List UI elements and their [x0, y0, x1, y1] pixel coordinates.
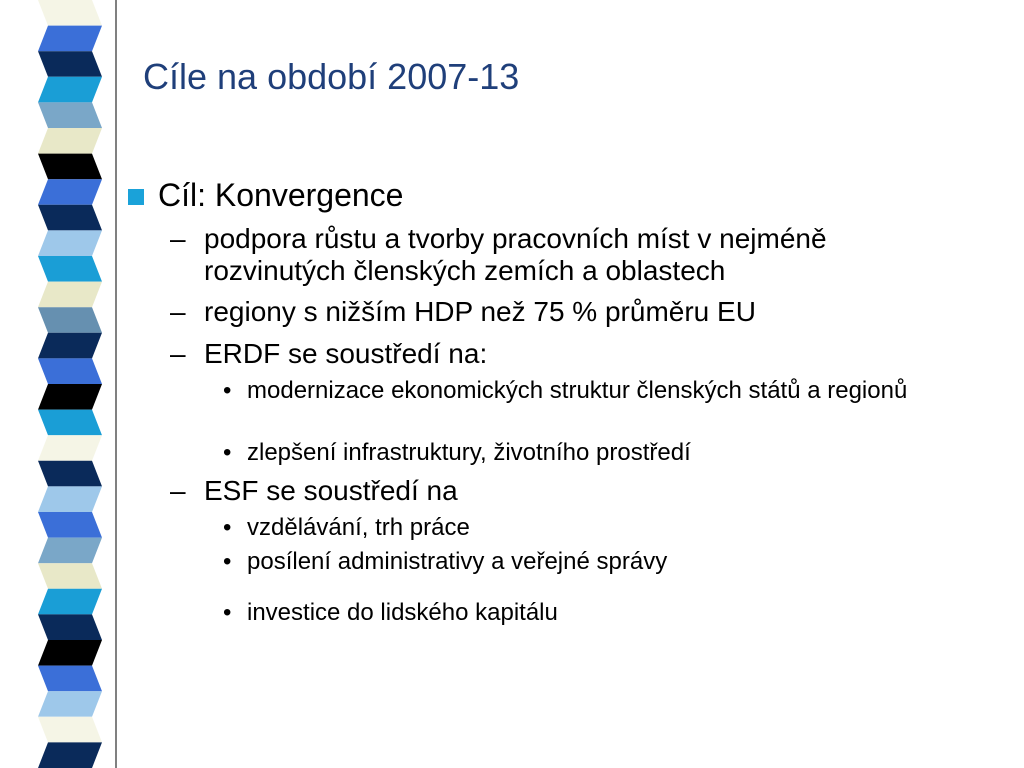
stripe-segment: [38, 717, 102, 743]
stripe-segment: [38, 26, 102, 52]
stripe-graphic: [0, 0, 118, 768]
dot-marker: •: [223, 377, 232, 404]
sub-sub-bullet: [223, 515, 927, 541]
dot-marker: •: [223, 548, 232, 575]
stripe-segment: [38, 538, 102, 564]
sub-bullet-text: ESF se soustředí na: [204, 475, 458, 506]
stripe-segment: [38, 154, 102, 180]
slide-title: Cíle na období 2007-13: [143, 56, 520, 97]
sub-bullet-2: [170, 296, 964, 328]
stripe-segment: [38, 282, 102, 308]
sub-bullet-text: ERDF se soustředí na:: [204, 338, 488, 369]
stripe-segment: [38, 435, 102, 461]
stripe-segment: [38, 256, 102, 282]
dot-marker: •: [223, 439, 232, 466]
stripe-segment: [38, 51, 102, 77]
stripe-segment: [38, 333, 102, 359]
stripe-segment: [38, 486, 102, 512]
sub-sub-bullet: [223, 440, 927, 466]
stripe-segment: [38, 205, 102, 231]
stripe-segment: [38, 512, 102, 538]
sub-bullet-text: regiony s nižším HDP než 75 % průměru EU: [204, 296, 756, 327]
stripe-segment: [38, 691, 102, 717]
sub-sub-bullet-text: vzdělávání, trh práce: [247, 514, 470, 541]
sub-sub-bullet-text: posílení administrativy a veřejné správy: [247, 548, 668, 575]
stripe-segment: [38, 102, 102, 128]
dash-marker: –: [170, 223, 186, 254]
sub-sub-bullet-text: zlepšení infrastruktury, životního prostředí: [247, 439, 691, 466]
stripe-segment: [38, 589, 102, 615]
decorative-stripe-column: [0, 0, 118, 768]
stripe-segment: [38, 640, 102, 666]
stripe-segment: [38, 666, 102, 692]
stripe-segment: [38, 742, 102, 768]
stripe-segment: [38, 230, 102, 256]
slide-content: [118, 0, 1018, 768]
bullet-text: Cíl: Konvergence: [158, 177, 404, 213]
stripe-segment: [38, 179, 102, 205]
stripe-segment: [38, 358, 102, 384]
sub-sub-bullet-text: modernizace ekonomických struktur členských států a regionů: [247, 377, 908, 404]
dash-marker: –: [170, 296, 186, 327]
stripe-segment: [38, 410, 102, 436]
stripe-segment: [38, 384, 102, 410]
bullet-level1: [158, 177, 403, 213]
stripe-segment: [38, 461, 102, 487]
dash-marker: –: [170, 475, 186, 506]
sub-sub-bullet-text: investice do lidského kapitálu: [247, 599, 558, 626]
sub-bullet-3: [170, 338, 964, 370]
sub-sub-bullet: [223, 549, 927, 575]
sub-bullet-text: podpora růstu a tvorby pracovních míst v nejméně rozvinutých členských zemích a oblastech: [204, 223, 827, 286]
stripe-segment: [38, 563, 102, 589]
stripe-segment: [38, 307, 102, 333]
stripe-segment: [38, 614, 102, 640]
sub-bullet-1: [170, 223, 964, 287]
sub-sub-bullet: [223, 378, 927, 404]
sub-bullet-4: [170, 475, 964, 507]
square-bullet-icon: [128, 189, 144, 205]
sub-sub-bullet: [223, 600, 927, 626]
stripe-segment: [38, 128, 102, 154]
stripe-segment: [38, 77, 102, 103]
dash-marker: –: [170, 338, 186, 369]
stripe-segment: [38, 0, 102, 26]
dot-marker: •: [223, 514, 232, 541]
dot-marker: •: [223, 599, 232, 626]
